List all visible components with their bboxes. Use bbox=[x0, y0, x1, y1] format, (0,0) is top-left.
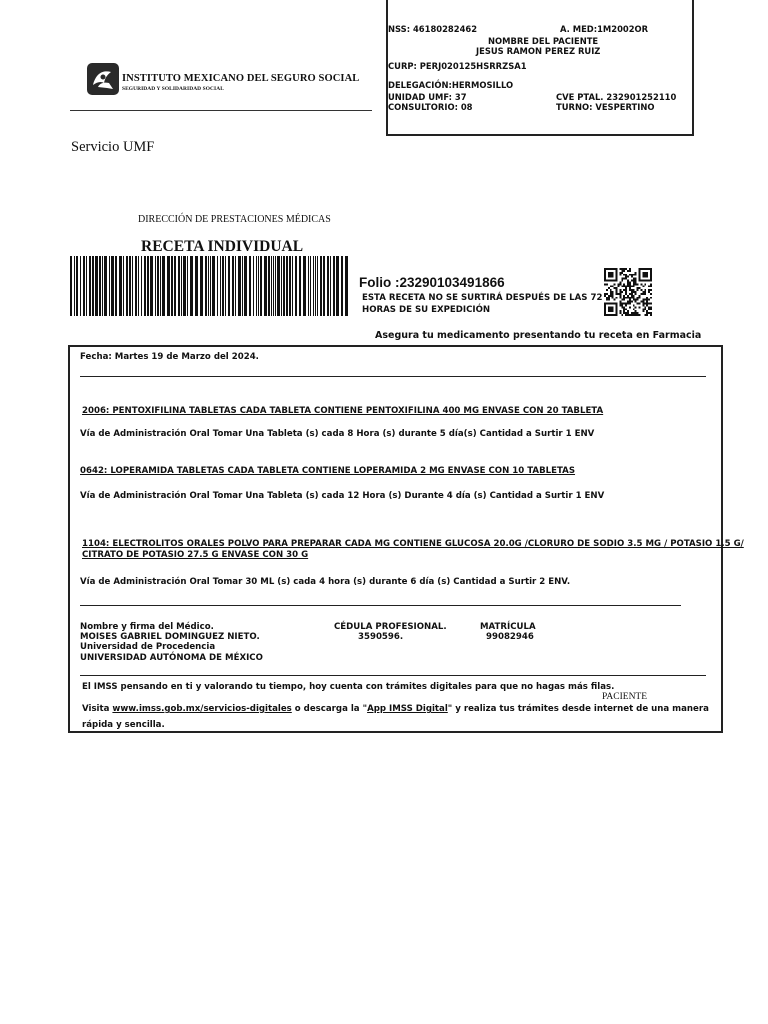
assure-note: Asegura tu medicamento presentando tu receta en Farmacia bbox=[375, 330, 702, 341]
matricula-number: 99082946 bbox=[486, 632, 534, 642]
app-imss-digital-link[interactable]: App IMSS Digital bbox=[367, 704, 448, 714]
patient-name: JESUS RAMON PEREZ RUIZ bbox=[476, 46, 601, 56]
folio-note: HORAS DE SU EXPEDICIÓN bbox=[362, 305, 491, 315]
visit-suffix: " y realiza tus trámites desde internet de una manera bbox=[447, 704, 709, 714]
service-label: Servicio UMF bbox=[71, 139, 155, 155]
cve-ptal: CVE PTAL. 232901252110 bbox=[556, 92, 677, 102]
medication-title-cont: CITRATO DE POTASIO 27.5 G ENVASE CON 30 G bbox=[82, 550, 309, 560]
university-name: UNIVERSIDAD AUTÓNOMA DE MÉXICO bbox=[80, 653, 263, 663]
doctor-name: MOISES GABRIEL DOMINGUEZ NIETO. bbox=[80, 632, 260, 642]
nss: NSS: 46180282462 bbox=[388, 24, 478, 34]
qr-code bbox=[604, 268, 652, 316]
patient-name-label: NOMBRE DEL PACIENTE bbox=[488, 36, 599, 46]
prescription-date: Fecha: Martes 19 de Marzo del 2024. bbox=[80, 352, 259, 362]
cedula-number: 3590596. bbox=[358, 632, 404, 642]
medication-title: 1104: ELECTROLITOS ORALES POLVO PARA PREPARAR CADA MG CONTIENE GLUCOSA 20.0G /CLORURO DE SODIO 3.5 MG / POTASIO 1.5 G/ bbox=[82, 539, 744, 549]
imss-logo-icon bbox=[87, 63, 119, 95]
logo-subtitle: SEGURIDAD Y SOLIDARIDAD SOCIAL bbox=[122, 86, 224, 92]
a-med: A. MED:1M2002OR bbox=[560, 24, 649, 34]
direction-label: DIRECCIÓN DE PRESTACIONES MÉDICAS bbox=[138, 214, 331, 225]
medication-instructions: Vía de Administración Oral Tomar Una Tableta (s) cada 8 Hora (s) durante 5 día(s) Cantidad a Surtir 1 ENV bbox=[80, 429, 595, 439]
header-divider bbox=[70, 110, 372, 111]
footer-message: El IMSS pensando en ti y valorando tu tiempo, hoy cuenta con trámites digitales para que no hagas más filas. bbox=[82, 682, 615, 692]
consultorio: CONSULTORIO: 08 bbox=[388, 102, 473, 112]
receta-title: RECETA INDIVIDUAL bbox=[141, 238, 304, 255]
medication-instructions: Vía de Administración Oral Tomar 30 ML (s) cada 4 hora (s) durante 6 día (s) Cantidad a Surtir 2 ENV. bbox=[80, 577, 571, 587]
divider bbox=[80, 376, 706, 377]
imss-digital-link[interactable]: www.imss.gob.mx/servicios-digitales bbox=[112, 704, 292, 714]
medication-title: 2006: PENTOXIFILINA TABLETAS CADA TABLETA CONTIENE PENTOXIFILINA 400 MG ENVASE CON 20 TABLETA bbox=[82, 406, 604, 416]
patient-info-box bbox=[386, 0, 694, 136]
matricula-label: MATRÍCULA bbox=[480, 622, 536, 632]
turno: TURNO: VESPERTINO bbox=[556, 102, 655, 112]
footer-line3: rápida y sencilla. bbox=[82, 720, 165, 730]
folio-note: ESTA RECETA NO SE SURTIRÁ DESPUÉS DE LAS 72 bbox=[362, 293, 603, 303]
cedula-label: CÉDULA PROFESIONAL. bbox=[334, 622, 447, 632]
medication-instructions: Vía de Administración Oral Tomar Una Tableta (s) cada 12 Hora (s) Durante 4 día (s) Cantidad a Surtir 1 ENV bbox=[80, 491, 605, 501]
medication-title: 0642: LOPERAMIDA TABLETAS CADA TABLETA CONTIENE LOPERAMIDA 2 MG ENVASE CON 10 TABLETAS bbox=[80, 466, 576, 476]
doctor-label: Nombre y firma del Médico. bbox=[80, 622, 214, 632]
prescription-box bbox=[68, 345, 744, 733]
paciente-label: PACIENTE bbox=[602, 692, 648, 702]
divider bbox=[80, 605, 681, 606]
folio-number: Folio :23290103491866 bbox=[359, 275, 505, 290]
university-label: Universidad de Procedencia bbox=[80, 642, 216, 652]
barcode bbox=[70, 256, 348, 316]
visit-mid: o descarga la " bbox=[291, 704, 368, 714]
unidad-umf: UNIDAD UMF: 37 bbox=[388, 92, 467, 102]
footer-visit-line bbox=[82, 704, 709, 714]
divider bbox=[80, 675, 706, 676]
logo-title: INSTITUTO MEXICANO DEL SEGURO SOCIAL bbox=[122, 73, 360, 84]
curp: CURP: PERJ020125HSRRZSA1 bbox=[388, 61, 527, 71]
delegacion: DELEGACIÓN:HERMOSILLO bbox=[388, 80, 514, 90]
visit-prefix: Visita bbox=[82, 704, 113, 714]
